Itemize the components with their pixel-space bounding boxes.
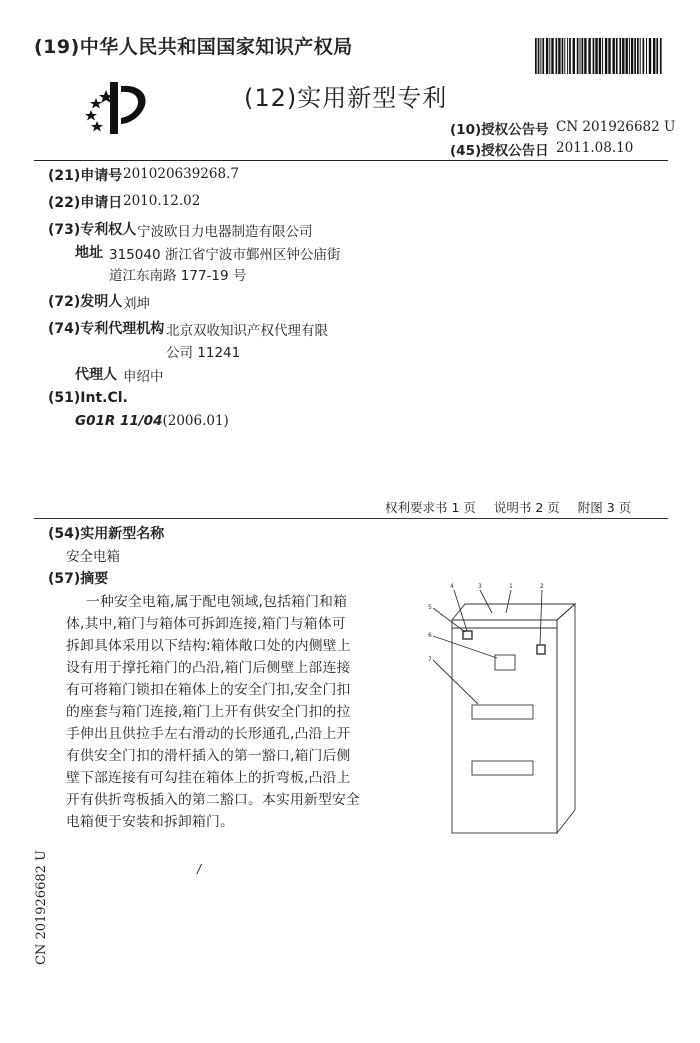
stray-mark: / (197, 862, 202, 876)
barcode-bar (646, 38, 647, 74)
ref-label-2: 2 (540, 583, 544, 590)
barcode-bar (653, 38, 655, 74)
barcode-bar (649, 38, 651, 74)
ipc-version: (2006.01) (162, 413, 229, 429)
box-top-face (452, 604, 575, 620)
abstract-line: 一种安全电箱,属于配电领域,包括箱门和箱 (86, 594, 348, 610)
document-type: (12)实用新型专利 (244, 84, 448, 112)
publication-date-label: (45)授权公告日 (450, 143, 549, 159)
inventor: 刘坤 (123, 296, 150, 312)
barcode-bar (637, 38, 639, 74)
title-label: (54)实用新型名称 (48, 526, 165, 542)
abstract-label: (57)摘要 (48, 571, 109, 587)
barcode-bar (595, 38, 597, 74)
abstract-line: 开有供折弯板插入的第二豁口。本实用新型安全 (66, 792, 360, 808)
box-side-face (557, 604, 575, 833)
cnipa-logo (78, 78, 154, 138)
left-latch (463, 631, 472, 639)
barcode-bar (631, 38, 633, 74)
barcode-bar (640, 38, 641, 74)
ipc-classification (75, 413, 229, 429)
abstract-line: 的座套与箱门连接,箱门上开有供安全门扣的拉 (66, 704, 351, 720)
barcode-bar (656, 38, 658, 74)
abstract-line: 有供安全门扣的滑杆插入的第一豁口,箱门后侧 (66, 748, 351, 764)
barcode-bar (562, 38, 564, 74)
abstract-line: 拆卸具体采用以下结构:箱体敞口处的内侧壁上 (66, 638, 351, 654)
side-publication-number: CN 201926682 U (34, 850, 49, 965)
ipc-code: G01R 11/04 (75, 413, 163, 429)
barcode-bar (616, 38, 618, 74)
barcode-bar (540, 38, 541, 74)
barcode-bar (599, 38, 601, 74)
barcode-bar (582, 38, 584, 74)
ref-label-4: 4 (450, 583, 454, 590)
publication-date: 2011.08.10 (556, 140, 634, 156)
ref-label-1: 1 (509, 583, 513, 590)
barcode-bar (546, 38, 548, 74)
barcode-bar (551, 38, 553, 74)
ref-label-6: 6 (428, 632, 432, 639)
patentee-label: (73)专利权人 (48, 222, 137, 238)
int-cl-label: (51)Int.Cl. (48, 390, 128, 406)
barcode-bar (542, 38, 544, 74)
barcode-bar (577, 38, 579, 74)
abstract-line: 设有用于撑托箱门的凸沿,箱门后侧壁上部连接 (66, 660, 351, 676)
barcode-bar (556, 38, 558, 74)
utility-model-title: 安全电箱 (66, 549, 120, 565)
lower-window (472, 761, 533, 775)
barcode-bar (613, 38, 615, 74)
agent-label: 代理人 (75, 367, 117, 383)
abstract-line: 壁下部连接有可勾挂在箱体上的折弯板,凸沿上 (66, 770, 351, 786)
description-pages: 说明书 2 页 (493, 500, 560, 515)
barcode (535, 38, 663, 74)
barcode-bar (593, 38, 595, 74)
application-number: 201020639268.7 (123, 166, 239, 182)
barcode-bar (569, 38, 571, 74)
box-front-panel (452, 620, 557, 833)
application-number-label: (21)申请号 (48, 168, 123, 184)
barcode-bar (588, 38, 590, 74)
filing-date: 2010.12.02 (123, 193, 201, 209)
abstract-line: 电箱便于安装和拆卸箱门。 (66, 814, 234, 830)
abstract-line: 有可将箱门锁扣在箱体上的安全门扣,安全门扣 (66, 682, 351, 698)
barcode-bar (558, 38, 560, 74)
barcode-bar (584, 38, 586, 74)
barcode-bar (626, 38, 628, 74)
ref-label-3: 3 (478, 583, 482, 590)
publication-number: CN 201926682 U (556, 119, 676, 135)
drawings-pages: 附图 3 页 (577, 500, 632, 515)
inventor-label: (72)发明人 (48, 294, 123, 310)
agent: 申绍中 (123, 369, 164, 385)
barcode-bar (573, 38, 575, 74)
barcode-bar (660, 38, 662, 74)
claims-pages: 权利要求书 1 页 (385, 500, 476, 515)
upper-window (472, 705, 533, 719)
abstract-figure (420, 580, 590, 850)
barcode-bar (634, 38, 636, 74)
right-latch (537, 645, 545, 654)
barcode-bar (535, 38, 537, 74)
barcode-bar (619, 38, 621, 74)
agency-line-2: 公司 11241 (166, 345, 241, 361)
address-label: 地址 (75, 245, 103, 261)
agency-label: (74)专利代理机构 (48, 321, 165, 337)
filing-date-label: (22)申请日 (48, 195, 123, 211)
barcode-bar (622, 38, 624, 74)
address-line-1: 315040 浙江省宁波市鄞州区钟公庙街 (109, 247, 341, 263)
patentee: 宁波欧日力电器制造有限公司 (137, 224, 313, 240)
publication-number-label: (10)授权公告号 (450, 122, 549, 138)
ref-label-5: 5 (428, 604, 432, 611)
barcode-bar (538, 38, 540, 74)
barcode-bar (608, 38, 610, 74)
ref-label-7: 7 (428, 656, 432, 663)
office-name: (19)中华人民共和国国家知识产权局 (34, 36, 353, 58)
agency-line-1: 北京双收知识产权代理有限 (166, 323, 328, 339)
abstract-line: 体,其中,箱门与箱体可拆卸连接,箱门与箱体可 (66, 616, 346, 632)
abstract-line: 手伸出且供拉手左右滑动的长形通孔,凸沿上开 (66, 726, 351, 742)
barcode-bar (564, 38, 565, 74)
barcode-bar (605, 38, 607, 74)
barcode-bar (643, 38, 645, 74)
address-line-2: 道江东南路 177-19 号 (109, 268, 247, 284)
barcode-bar (567, 38, 568, 74)
nameplate (495, 655, 515, 670)
barcode-bar (602, 38, 603, 74)
page-counts (385, 498, 631, 516)
barcode-bar (629, 38, 630, 74)
barcode-bar (549, 38, 550, 74)
header-divider (34, 160, 668, 161)
abstract-divider (34, 518, 668, 519)
barcode-bar (580, 38, 581, 74)
